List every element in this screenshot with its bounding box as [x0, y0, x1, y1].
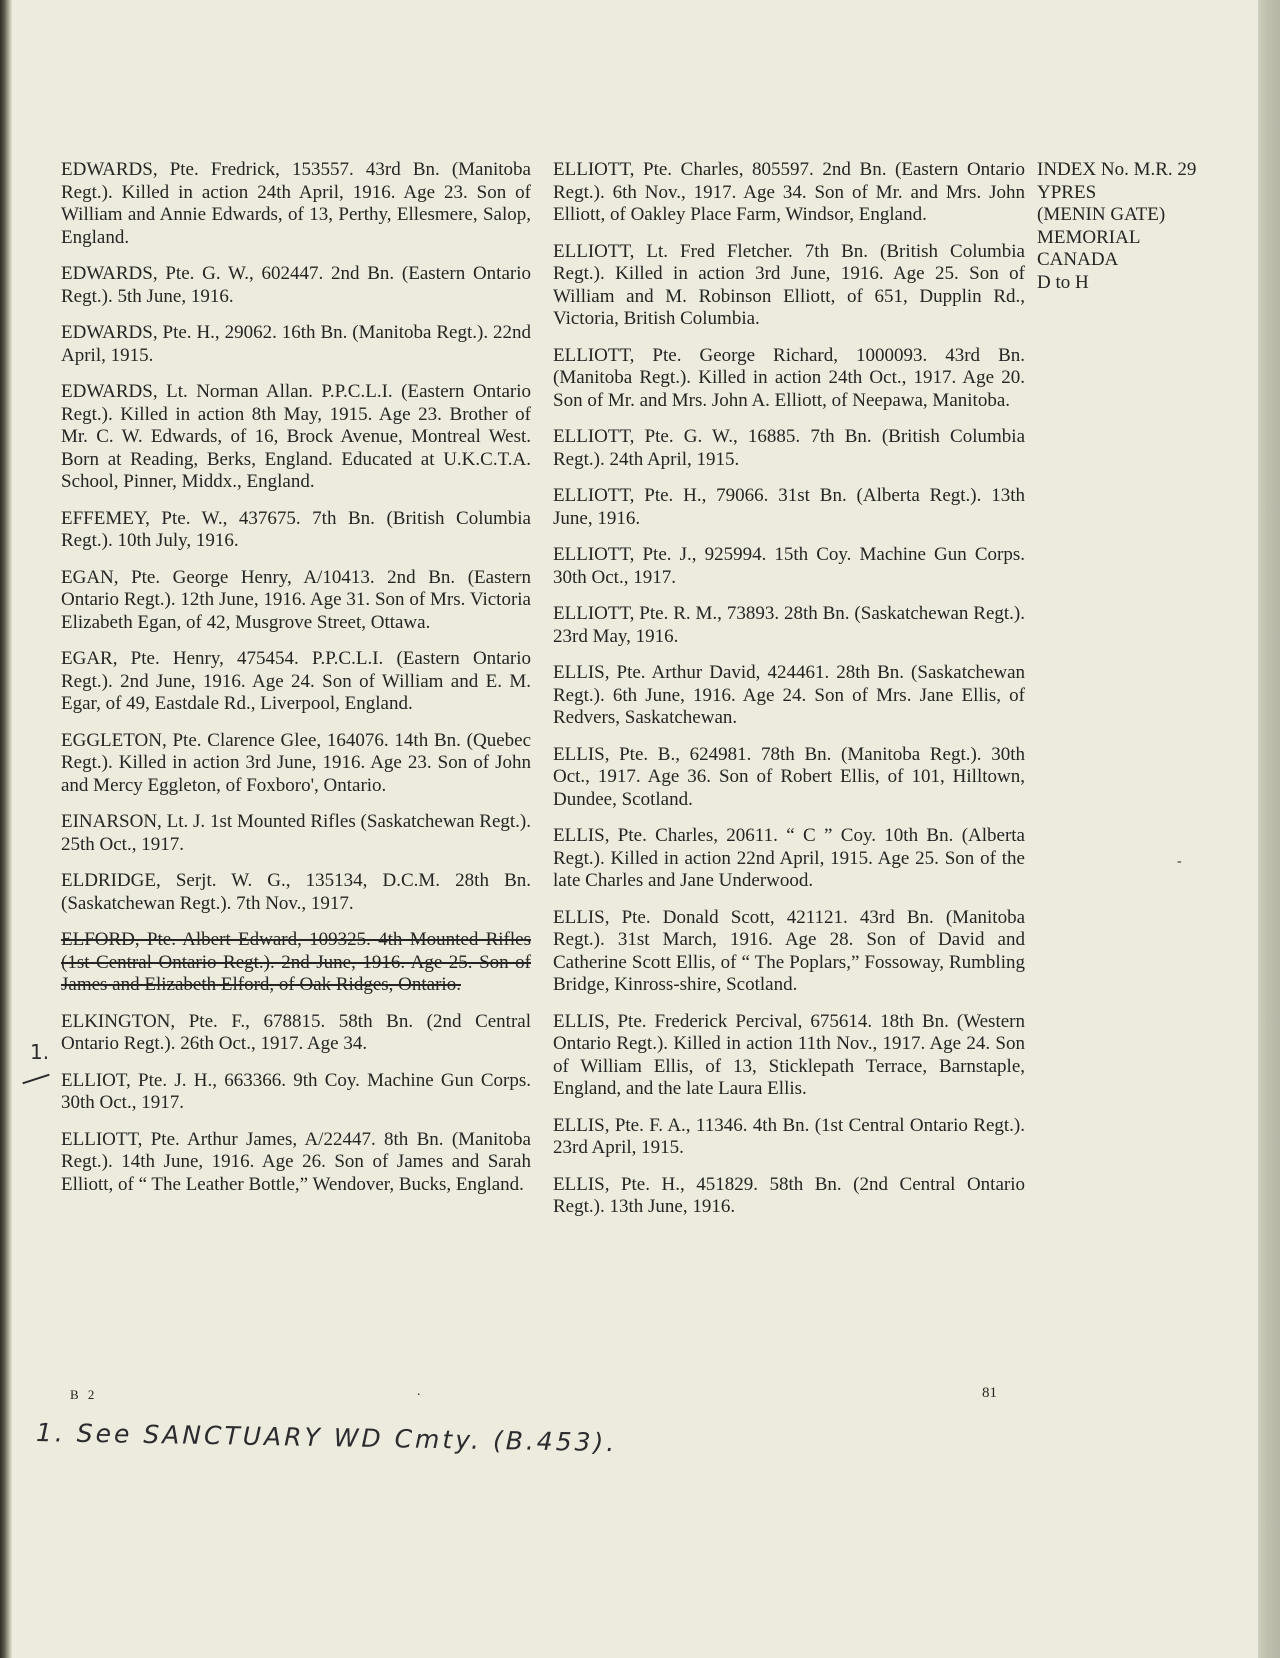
index-location: YPRES [1037, 181, 1097, 203]
record-elliott-arthur: ELLIOTT, Pte. Arthur James, A/22447. 8th Bn. (Manitoba Regt.). 14th June, 1916. Age 26. Son of James and Sarah Elliott, of “ The Leather Bottle,” Wendover, Bucks, England. [61, 1128, 531, 1195]
index-country: CANADA [1037, 249, 1119, 270]
record-edwards-g-w: EDWARDS, Pte. G. W., 602447. 2nd Bn. (Eastern Ontario Regt.). 5th June, 1916. [61, 263, 531, 307]
record-elliott-g-w: ELLIOTT, Pte. G. W., 16885. 7th Bn. (British Columbia Regt.). 24th April, 1915. [553, 426, 1025, 470]
page-number: 81 [982, 1385, 997, 1401]
record-ellis-b: ELLIS, Pte. B., 624981. 78th Bn. (Manitoba Regt.). 30th Oct., 1917. Age 36. Son of Robert Ellis, of 101, Hilltown, Dundee, Scotland. [553, 743, 1025, 810]
record-edwards-h: EDWARDS, Pte. H., 29062. 16th Bn. (Manitoba Regt.). 22nd April, 1915. [61, 322, 531, 366]
record-elliot-j-h: ELLIOT, Pte. J. H., 663366. 9th Coy. Machine Gun Corps. 30th Oct., 1917. [61, 1069, 531, 1113]
center-dot: . [417, 1384, 421, 1399]
record-eldridge: ELDRIDGE, Serjt. W. G., 135134, D.C.M. 28th Bn. (Saskatchewan Regt.). 7th Nov., 1917. [61, 870, 531, 914]
index-range: D to H [1037, 271, 1089, 293]
record-ellis-donald: ELLIS, Pte. Donald Scott, 421121. 43rd Bn. (Manitoba Regt.). 31st March, 1916. Age 28. Son of David and Catherine Scott Ellis, of “ The Poplars,” Fossoway, Rumbling Bridge, Kinross-shire, Scotland. [553, 906, 1025, 995]
record-effemey: EFFEMEY, Pte. W., 437675. 7th Bn. (British Columbia Regt.). 10th July, 1916. [61, 507, 531, 551]
record-egan: EGAN, Pte. George Henry, A/10413. 2nd Bn. (Eastern Ontario Regt.). 12th June, 1916. Age 31. Son of Mrs. Victoria Elizabeth Egan, of 42, Musgrove Street, Ottawa. [61, 566, 531, 633]
record-elliott-charles: ELLIOTT, Pte. Charles, 805597. 2nd Bn. (Eastern Ontario Regt.). 6th Nov., 1917. Age 34. Son of Mr. and Mrs. John Elliott, of Oakley Place Farm, Windsor, England. [553, 159, 1025, 225]
index-heading [1037, 159, 1267, 294]
record-ellis-h: ELLIS, Pte. H., 451829. 58th Bn. (2nd Central Ontario Regt.). 13th June, 1916. [553, 1173, 1025, 1217]
margin-dash: - [1177, 854, 1182, 869]
index-memorial-label: MEMORIAL [1037, 226, 1141, 248]
record-elliott-r-m: ELLIOTT, Pte. R. M., 73893. 28th Bn. (Saskatchewan Regt.). 23rd May, 1916. [553, 603, 1025, 647]
record-elford-struck: ELFORD, Pte. Albert Edward, 109325. 4th Mounted Rifles (1st Central Ontario Regt.). 2nd June, 1916. Age 25. Son of James and Elizabeth Elford, of Oak Ridges, Ontario. [61, 929, 531, 995]
record-elliott-fred: ELLIOTT, Lt. Fred Fletcher. 7th Bn. (British Columbia Regt.). Killed in action 3rd June, 1916. Age 25. Son of William and M. Robinson Elliott, of 651, Dupplin Rd., Victoria, British Columbia. [553, 240, 1025, 329]
record-eggleton: EGGLETON, Pte. Clarence Glee, 164076. 14th Bn. (Quebec Regt.). Killed in action 3rd June, 1916. Age 23. Son of John and Mercy Eggleton, of Foxboro', Ontario. [61, 729, 531, 796]
index-memorial-name: (MENIN GATE) [1037, 204, 1166, 225]
signature-mark: B 2 [70, 1387, 98, 1402]
index-number: INDEX No. M.R. 29 [1037, 159, 1197, 180]
handwritten-annotation: 1. See SANCTUARY WD Cmty. (B.453). [35, 1418, 618, 1458]
record-ellis-frederick: ELLIS, Pte. Frederick Percival, 675614. 18th Bn. (Western Ontario Regt.). Killed in action 11th Nov., 1917. Age 24. Son of William Ellis, of 13, Sticklepath Terrace, Barnstaple, England, and the late Laura Ellis. [553, 1010, 1025, 1099]
record-egar: EGAR, Pte. Henry, 475454. P.P.C.L.I. (Eastern Ontario Regt.). 2nd June, 1916. Age 24. Son of William and E. M. Egar, of 49, Eastdale Rd., Liverpool, England. [61, 648, 531, 714]
record-einarson: EINARSON, Lt. J. 1st Mounted Rifles (Saskatchewan Regt.). 25th Oct., 1917. [61, 811, 531, 855]
left-column [61, 159, 531, 1210]
record-elliott-george: ELLIOTT, Pte. George Richard, 1000093. 43rd Bn. (Manitoba Regt.). Killed in action 24th Oct., 1917. Age 20. Son of Mr. and Mrs. John A. Elliott, of Neepawa, Manitoba. [553, 344, 1025, 411]
record-elliott-h: ELLIOTT, Pte. H., 79066. 31st Bn. (Alberta Regt.). 13th June, 1916. [553, 485, 1025, 529]
handwritten-footnote-marker: 1. [30, 1040, 50, 1064]
record-ellis-arthur: ELLIS, Pte. Arthur David, 424461. 28th Bn. (Saskatchewan Regt.). 6th June, 1916. Age 24. Son of Mrs. Jane Ellis, of Redvers, Saskatchewan. [553, 662, 1025, 728]
record-edwards-norman: EDWARDS, Lt. Norman Allan. P.P.C.L.I. (Eastern Ontario Regt.). Killed in action 8th May, 1915. Age 23. Brother of Mr. C. W. Edwards, of 16, Brock Avenue, Montreal West. Born at Reading, Berks, England. Educated at U.K.C.T.A. School, Pinner, Middx., England. [61, 381, 531, 492]
middle-column [553, 159, 1025, 1233]
binding-edge [0, 0, 12, 1658]
record-ellis-f-a: ELLIS, Pte. F. A., 11346. 4th Bn. (1st Central Ontario Regt.). 23rd April, 1915. [553, 1114, 1025, 1158]
record-ellis-charles: ELLIS, Pte. Charles, 20611. “ C ” Coy. 10th Bn. (Alberta Regt.). Killed in action 22nd April, 1915. Age 25. Son of the late Charles and Jane Underwood. [553, 825, 1025, 891]
record-edwards-fredrick: EDWARDS, Pte. Fredrick, 153557. 43rd Bn. (Manitoba Regt.). Killed in action 24th April, 1916. Age 23. Son of William and Annie Edwards, of 13, Perthy, Ellesmere, Salop, England. [61, 159, 531, 248]
record-elliott-j: ELLIOTT, Pte. J., 925994. 15th Coy. Machine Gun Corps. 30th Oct., 1917. [553, 544, 1025, 588]
record-elkington: ELKINGTON, Pte. F., 678815. 58th Bn. (2nd Central Ontario Regt.). 26th Oct., 1917. Age 34. [61, 1010, 531, 1054]
